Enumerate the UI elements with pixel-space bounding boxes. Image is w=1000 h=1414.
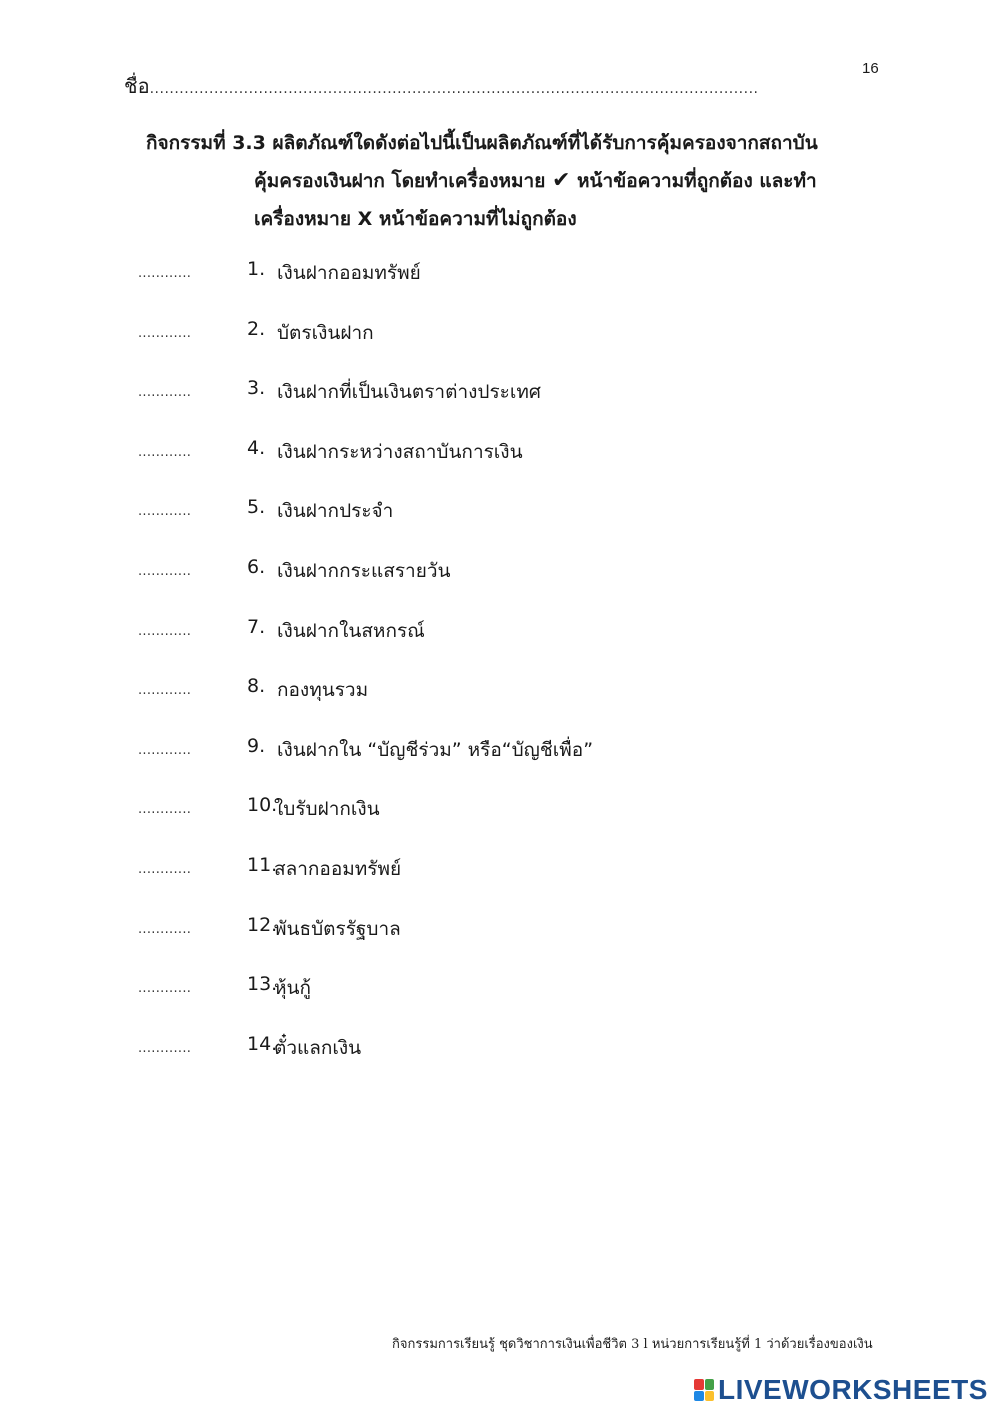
item-text: ใบรับฝากเงิน [274,798,380,821]
item-text: เงินฝากระหว่างสถาบันการเงิน [277,440,523,463]
list-item [138,612,838,652]
item-text: กองทุนรวม [277,679,369,702]
list-item [138,552,838,592]
list-item [138,433,838,473]
answer-blank[interactable]: ............ [138,683,192,699]
item-number: 5. [247,496,266,519]
item-number: 4. [247,436,266,459]
answer-blank[interactable]: ............ [138,385,192,401]
answer-blank[interactable]: ............ [138,802,192,818]
heading-line-2-end: หน้าข้อความที่ถูกต้อง และทำ [577,170,817,192]
item-text: สลากออมทรัพย์ [274,858,402,880]
item-text: เงินฝากกระแสรายวัน [277,560,451,582]
answer-blank[interactable]: ............ [138,325,192,341]
list-item [138,969,838,1009]
answer-blank[interactable]: ............ [138,564,192,579]
heading-line-3: เครื่องหมาย X หน้าข้อความที่ไม่ถูกต้อง [254,208,577,230]
item-number: 10. [247,794,278,817]
item-number: 3. [247,377,266,400]
list-item [138,314,838,354]
logo-square [705,1379,715,1390]
answer-blank[interactable]: ............ [138,862,192,877]
answer-blank[interactable]: ............ [138,266,192,281]
item-number: 11. [247,854,278,876]
item-text: เงินฝากในสหกรณ์ [277,619,425,642]
item-number: 13. [247,973,278,996]
answer-blank[interactable]: ............ [138,1040,192,1056]
logo-square [694,1391,704,1402]
list-item [138,790,838,830]
answer-blank[interactable]: ............ [138,981,192,997]
brand-text: LIVEWORKSHEETS [718,1374,988,1405]
item-text: บัตรเงินฝาก [277,321,374,344]
page-number: 16 [862,60,879,77]
list-item [138,254,838,294]
list-item [138,492,838,532]
item-text: พันธบัตรรัฐบาล [274,917,401,940]
item-text: เงินฝากที่เป็นเงินตราต่างประเทศ [277,381,541,404]
list-item [138,373,838,413]
item-number: 14. [247,1032,278,1055]
item-number: 7. [247,615,266,638]
check-mark-icon: ✔ [551,168,571,193]
item-number: 6. [247,556,266,578]
item-number: 9. [247,734,266,757]
heading-line-2-start: คุ้มครองเงินฝาก โดยทำเครื่องหมาย [254,170,546,192]
item-number: 1. [247,258,266,280]
item-text: ตั๋วแลกเงิน [274,1036,362,1059]
name-label: ชื่อ [124,74,150,98]
logo-square [694,1379,704,1390]
item-text: เงินฝากใน “บัญชีร่วม” หรือ“บัญชีเพื่อ” [277,738,594,761]
answer-blank[interactable]: ............ [138,742,192,758]
answer-blank[interactable]: ............ [138,444,192,460]
answer-blank[interactable]: ............ [138,504,192,520]
answer-blank[interactable]: ............ [138,921,192,937]
list-item [138,671,838,711]
item-number: 12. [247,913,278,936]
name-line [124,70,758,102]
answer-blank[interactable]: ............ [138,623,192,639]
list-item [138,910,838,950]
heading-line-1: กิจกรรมที่ 3.3 ผลิตภัณฑ์ใดดังต่อไปนี้เป็นผลิตภัณฑ์ที่ได้รับการคุ้มครองจากสถาบัน [146,132,818,154]
list-item [138,850,838,890]
list-item [138,731,838,771]
list-item [138,1029,838,1069]
page-footer: กิจกรรมการเรียนรู้ ชุดวิชาการเงินเพื่อชีวิต 3 l หน่วยการเรียนรู้ที่ 1 ว่าด้วยเรื่องของเงิน [392,1337,873,1352]
liveworksheets-logo-icon [694,1379,714,1401]
logo-square [705,1391,715,1402]
item-number: 2. [247,317,266,340]
item-number: 8. [247,675,266,698]
activity-heading [146,124,846,238]
item-text: เงินฝากออมทรัพย์ [277,262,421,284]
item-text: เงินฝากประจำ [277,500,394,523]
heading-line-2 [146,162,846,200]
name-blank: ........................................................................................................................... [149,81,759,97]
item-text: หุ้นกู้ [274,977,312,1000]
liveworksheets-brand[interactable] [694,1375,988,1405]
